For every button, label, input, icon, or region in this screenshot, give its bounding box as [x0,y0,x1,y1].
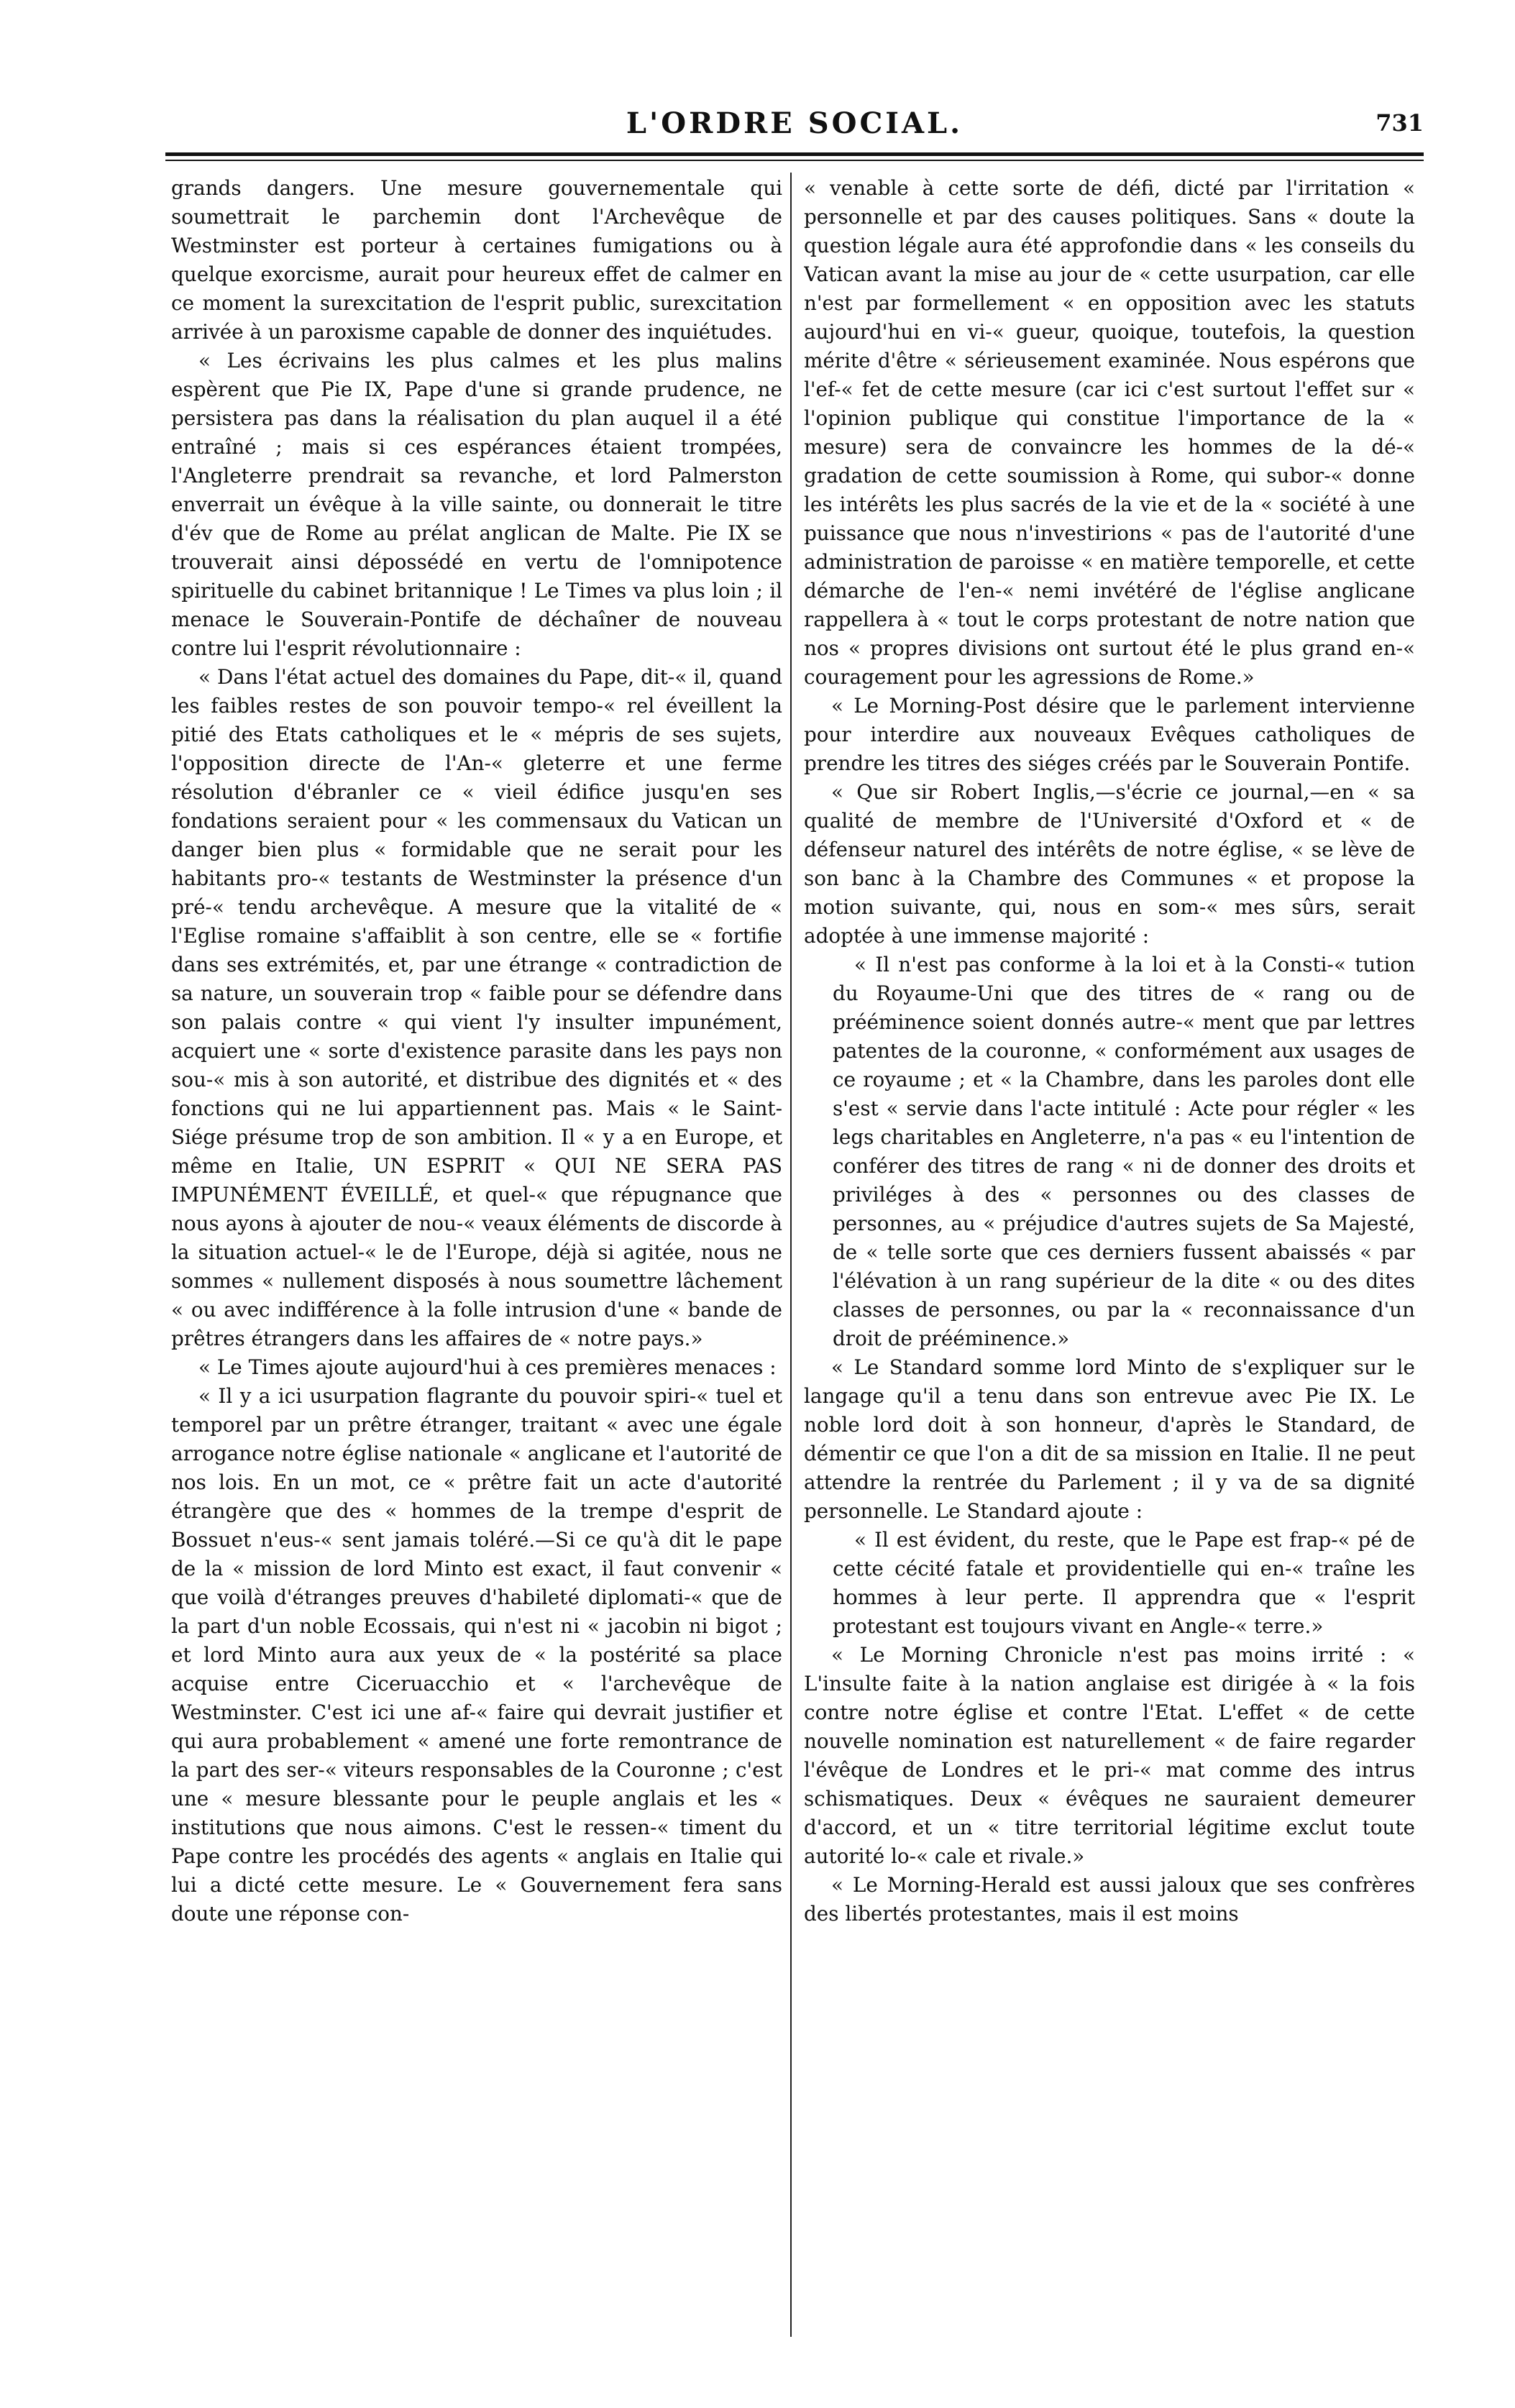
paragraph: « Le Morning Chronicle n'est pas moins irrité : « L'insulte faite à la nation anglaise est dirigée à « la fois contre notre église et contre l'Etat. L'effet « de cette nouvelle nomination est naturellement « de faire regarder l'évêque de Londres et le pri-« mat comme des intrus schismatiques. Deux « évêques ne sauraient demeurer d'accord, et un « titre territorial légitime exclut toute autorité lo-« cale et rivale.» [804,1643,1415,1868]
page-number: 731 [1376,109,1424,137]
paragraph: « Le Standard somme lord Minto de s'expliquer sur le langage qu'il a tenu dans son entrevue avec Pie IX. Le noble lord doit à son honneur, d'après le Standard, de démentir ce que l'on a dit de sa mission en Italie. Il ne peut attendre la rentrée du Parlement ; il y va de sa dignité personnelle. Le Standard ajoute : [804,1355,1415,1523]
header-rule-thick [165,152,1424,156]
paragraph: « Le Morning-Herald est aussi jaloux que ses confrères des libertés protestantes, mais il est moins [804,1873,1415,1926]
quoted-paragraph: « Il y a ici usurpation flagrante du pouvoir spiri-« tuel et temporel par un prêtre étranger, traitant « avec une égale arrogance notre église nationale « anglicane et l'autorité de nos lois. En un mot, ce « prêtre fait un acte d'autorité étrangère que des « hommes de la trempe d'esprit de Bossuet n'eus-« sent jamais toléré.—Si ce qu'à dit le pape de la « mission de lord Minto est exact, il faut convenir « que voilà d'étranges preuves d'habileté diplomati-« que de la part d'un noble Ecossais, qui n'est ni « jacobin ni bigot ; et lord Minto aura aux yeux de « la postérité sa place acquise entre Ciceruacchio et « l'archevêque de Westminster. C'est ici une af-« faire qui devrait justifier et qui aura probablement « amené une forte remontrance de la part des ser-« viteurs responsables de la Couronne ; c'est une « mesure blessante pour le peuple anglais et les « institutions que nous aimons. C'est le ressen-« timent du Pape contre les procédés des agents « anglais en Italie qui lui a dicté cette mesure. Le « Gouvernement fera sans doute une réponse con- [171,1384,782,1926]
paragraph: « Le Morning-Post désire que le parlement intervienne pour interdire aux nouveaux Evêques catholiques de prendre les titres des siéges créés par le Souverain Pontife. [804,694,1415,775]
page-title: L'ORDRE SOCIAL. [626,106,964,140]
paragraph: grands dangers. Une mesure gouvernementale qui soumettrait le parchemin dont l'Archevêque de Westminster est porteur à certaines fumigations ou à quelque exorcisme, aurait pour heureux effet de calmer en ce moment la surexcitation de l'esprit public, surexcitation arrivée à un paroxisme capable de donner des inquiétudes. [171,176,782,344]
quoted-paragraph: « venable à cette sorte de défi, dicté par l'irritation « personnelle et par des causes politiques. Sans « doute la question légale aura été approfondie dans « les conseils du Vatican avant la mise au jour de « cette usurpation, car elle n'est par formellement « en opposition avec les statuts aujourd'hui en vi-« gueur, quoique, toutefois, la question mérite d'être « sérieusement examinée. Nous espérons que l'ef-« fet de cette mesure (car ici c'est surtout l'effet sur « l'opinion publique qui constitue l'importance de la « mesure) sera de convaincre les hommes de la dé-« gradation de cette soumission à Rome, qui subor-« donne les intérêts les plus sacrés de la vie et de la « société à une puissance que nous n'investirions « pas de l'autorité d'une administration de paroisse « en matière temporelle, et cette démarche de l'en-« nemi invétéré de l'église anglicane rappellera à « tout le corps protestant de notre nation que nos « propres divisions ont surtout été le plus grand en-« couragement pour les agressions de Rome.» [804,176,1415,689]
header-rule-thin [165,160,1424,161]
quoted-paragraph: « Dans l'état actuel des domaines du Pape, dit-« il, quand les faibles restes de son pouvoir tempo-« rel éveillent la pitié des Etats catholiques et le « mépris de ses sujets, l'opposition directe de l'An-« gleterre et une ferme résolution d'ébranler ce « vieil édifice jusqu'en ses fondations seraient pour « les commensaux du Vatican un danger bien plus « formidable que ne serait pour les habitants pro-« testants de Westminster la présence d'un pré-« tendu archevêque. A mesure que la vitalité de « l'Eglise romaine s'affaiblit à son centre, elle se « fortifie dans ses extrémités, et, par une étrange « contradiction de sa nature, un souverain trop « faible pour se défendre dans son palais contre « qui vient l'y insulter impunément, acquiert une « sorte d'existence parasite dans les pays non sou-« mis à son autorité, et distribue des dignités et « des fonctions qui ne lui appartiennent pas. Mais « le Saint-Siége présume trop de son ambition. Il « y a en Europe, et même en Italie, UN ESPRIT « QUI NE SERA PAS IMPUNÉMENT ÉVEILLÉ, et quel-« que répugnance que nous ayons à ajouter de nou-« veaux éléments de discorde à la situation actuel-« le de l'Europe, déjà si agitée, nous ne sommes « nullement disposés à nous soumettre lâchement « ou avec indifférence à la folle intrusion d'une « bande de prêtres étrangers dans les affaires de « notre pays.» [171,665,782,1350]
right-column [804,174,1415,2338]
paragraph: « Le Times ajoute aujourd'hui à ces premières menaces : [198,1355,777,1379]
paragraph: « Les écrivains les plus calmes et les plus malins espèrent que Pie IX, Pape d'une si grande prudence, ne persistera pas dans la réalisation du plan auquel il a été entraîné ; mais si ces espérances étaient trompées, l'Angleterre prendrait sa revanche, et lord Palmerston enverrait un évêque à la ville sainte, ou donnerait le titre d'év que de Rome au prélat anglican de Malte. Pie IX se trouverait ainsi dépossédé en vertu de l'omnipotence spirituelle du cabinet britannique ! Le Times va plus loin ; il menace le Souverain-Pontife de déchaîner de nouveau contre lui l'esprit révolutionnaire : [171,349,782,660]
quoted-paragraph: « Que sir Robert Inglis,—s'écrie ce journal,—en « sa qualité de membre de l'Université d'Oxford et « de défenseur naturel des intérêts de notre église, « se lève de son banc à la Chambre des Communes « et propose la motion suivante, qui, nous en som-« mes sûrs, serait adoptée à une immense majorité : [804,780,1415,948]
column-divider [790,173,792,2337]
quoted-paragraph: « Il est évident, du reste, que le Pape est frap-« pé de cette cécité fatale et providentielle qui en-« traîne les hommes à leur perte. Il apprendra que « l'esprit protestant est toujours vivant en Angle-« terre.» [833,1528,1415,1638]
page-header [165,106,1424,150]
motion-text: « Il n'est pas conforme à la loi et à la Consti-« tution du Royaume-Uni que des titres de « rang ou de prééminence soient donnés autre-« ment que par lettres patentes de la couronne, « conformément aux usages de ce royaume ; et « la Chambre, dans les paroles dont elle s'est « servie dans l'acte intitulé : Acte pour régler « les legs charitables en Angleterre, n'a pas « eu l'intention de conférer des titres de rang « ni de donner des droits et priviléges à des « personnes ou des classes de personnes, au « préjudice d'autres sujets de Sa Majesté, de « telle sorte que ces derniers fussent abaissés « par l'élévation à un rang supérieur de la dite « ou des dites classes de personnes, ou par la « reconnaissance d'un droit de prééminence.» [833,953,1415,1350]
left-column [171,174,782,2338]
